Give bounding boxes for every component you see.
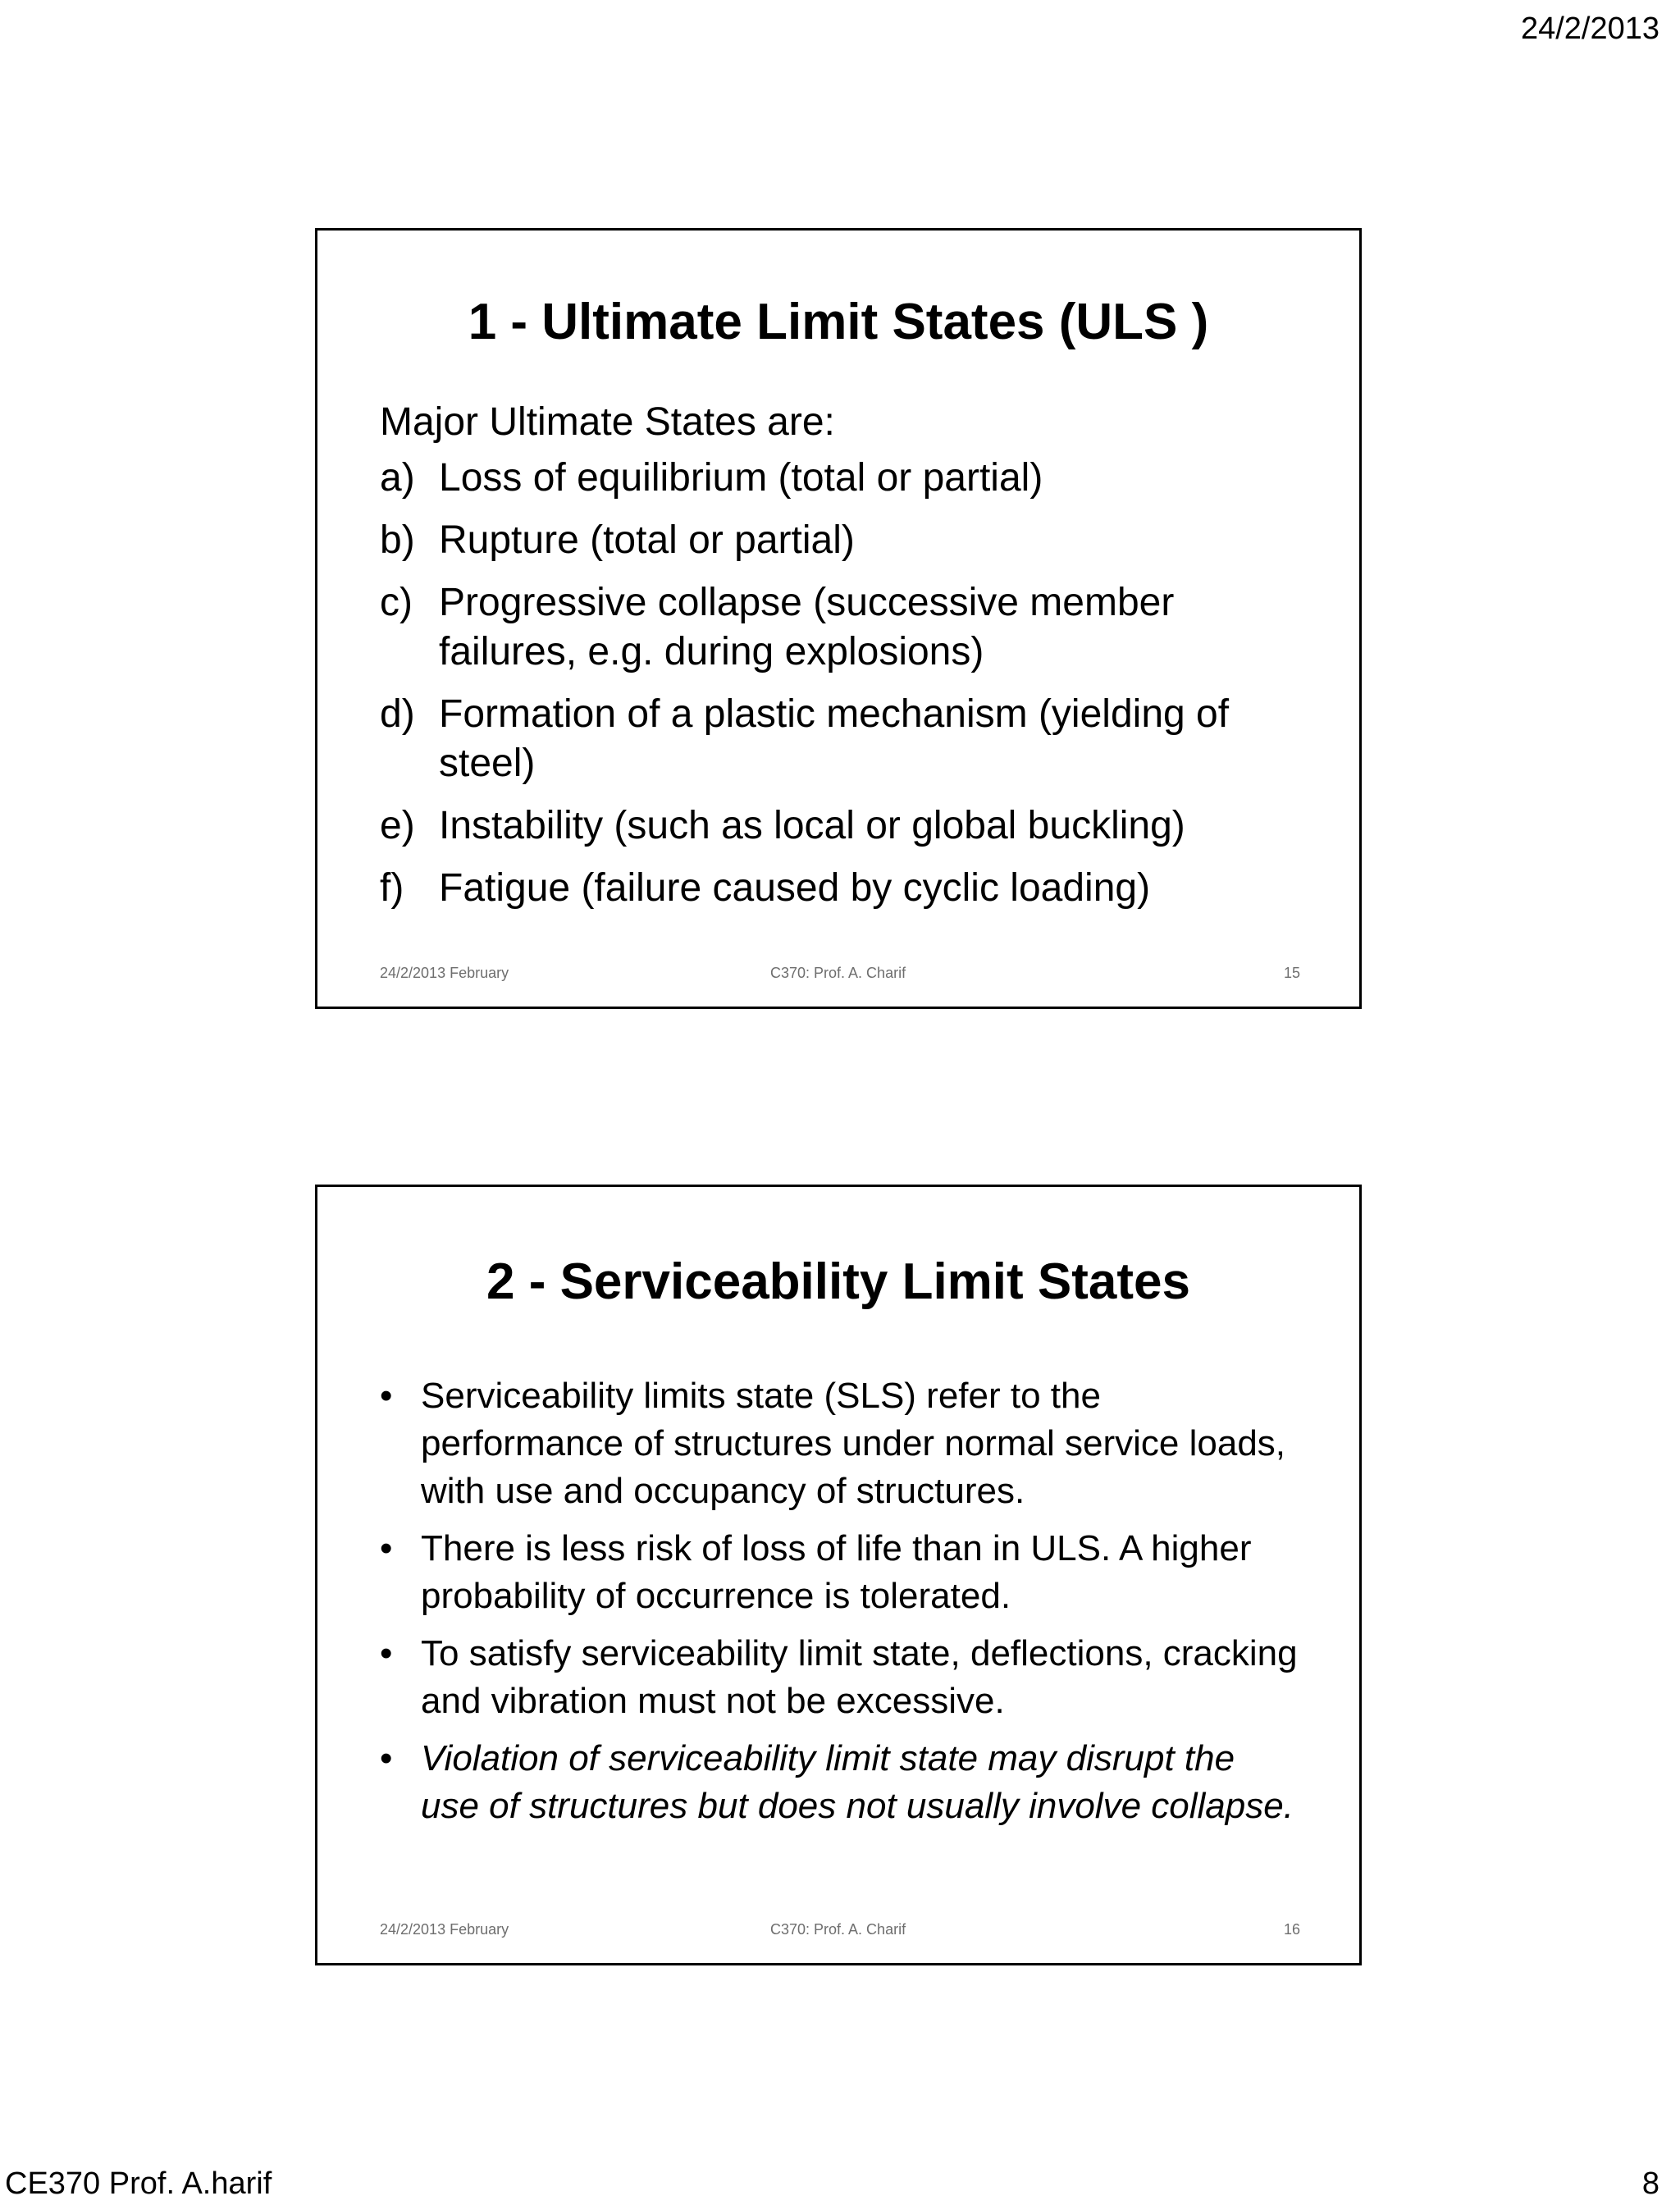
list-item bbox=[380, 1372, 1299, 1515]
list-item-text: Violation of serviceability limit state may disrupt the use of structures but does not usually involve collapse. bbox=[421, 1738, 1294, 1826]
slide-footer-number: 15 bbox=[1283, 965, 1300, 981]
list-item-text: Fatigue (failure caused by cyclic loading) bbox=[439, 866, 1151, 910]
list-item-text: Serviceability limits state (SLS) refer to the performance of structures under normal service loads, with use and occupancy of structures. bbox=[421, 1376, 1286, 1511]
page-footer-course: CE370 Prof. A.harif bbox=[5, 2166, 272, 2201]
bullet-icon: • bbox=[380, 1738, 393, 1778]
slide-footer bbox=[380, 1917, 1300, 1938]
page-date: 24/2/2013 bbox=[1520, 11, 1659, 46]
slide-ultimate-limit-states bbox=[315, 228, 1362, 1009]
list-item-text: Instability (such as local or global buckling) bbox=[439, 804, 1185, 847]
slide-footer-course: C370: Prof. A. Charif bbox=[770, 1921, 906, 1938]
list-marker: e) bbox=[380, 804, 415, 847]
list-item bbox=[380, 454, 1315, 503]
list-item bbox=[380, 864, 1315, 913]
slide-title: 2 - Serviceability Limit States bbox=[486, 1253, 1190, 1310]
list-item-text: There is less risk of loss of life than in ULS. A higher probability of occurrence is tolerated. bbox=[421, 1528, 1252, 1616]
list-item bbox=[380, 1525, 1299, 1620]
slide-footer-date: 24/2/2013 February bbox=[380, 965, 509, 981]
list-item-text: To satisfy serviceability limit state, deflections, cracking and vibration must not be excessive. bbox=[421, 1633, 1298, 1721]
slide-serviceability-limit-states bbox=[315, 1185, 1362, 1965]
list-item bbox=[380, 801, 1315, 851]
list-item-text: Formation of a plastic mechanism (yielding of steel) bbox=[439, 692, 1230, 785]
bullet-icon: • bbox=[380, 1376, 393, 1416]
bullet-icon: • bbox=[380, 1633, 393, 1673]
slide-intro: Major Ultimate States are: bbox=[380, 400, 835, 444]
list-marker: b) bbox=[380, 518, 415, 562]
slide-footer-date: 24/2/2013 February bbox=[380, 1921, 509, 1938]
slide-footer-course: C370: Prof. A. Charif bbox=[770, 965, 906, 981]
list-item bbox=[380, 1735, 1299, 1830]
slide-footer-number: 16 bbox=[1283, 1921, 1300, 1938]
list-item bbox=[380, 1630, 1299, 1725]
slide-title: 1 - Ultimate Limit States (ULS ) bbox=[468, 294, 1209, 350]
list-item bbox=[380, 690, 1315, 788]
list-marker: c) bbox=[380, 581, 413, 624]
slide-footer bbox=[380, 961, 1300, 982]
list-item-text: Loss of equilibrium (total or partial) bbox=[439, 456, 1043, 500]
page-number: 8 bbox=[1641, 2166, 1659, 2201]
bullet-icon: • bbox=[380, 1528, 393, 1568]
list-marker: f) bbox=[380, 866, 404, 910]
bullet-list bbox=[380, 1372, 1299, 1840]
list-marker: a) bbox=[380, 456, 415, 500]
list-item-text: Rupture (total or partial) bbox=[439, 518, 855, 562]
list-item-text: Progressive collapse (successive member failures, e.g. during explosions) bbox=[439, 581, 1175, 673]
limit-state-list bbox=[380, 454, 1315, 926]
list-marker: d) bbox=[380, 692, 415, 736]
list-item bbox=[380, 578, 1315, 677]
list-item bbox=[380, 516, 1315, 565]
